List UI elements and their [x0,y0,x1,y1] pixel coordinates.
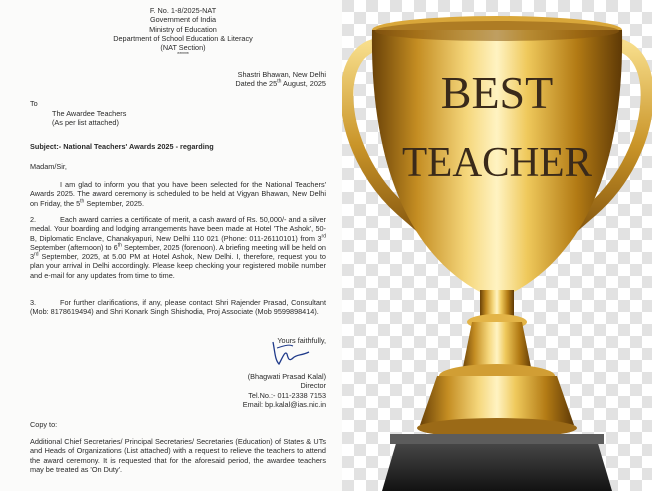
paragraph-2-number: 2. [30,215,37,224]
subject-line: Subject:- National Teachers' Awards 2025 - regarding [30,142,214,151]
section-name: (NAT Section) [160,43,206,53]
trophy-base [382,440,612,491]
addressee [52,109,252,128]
department-name: Department of School Education & Literacy [113,33,253,43]
header-stars: ****** [177,52,189,59]
signatory-phone: Tel.No.:- 011-2338 7153 [248,390,326,400]
best-teacher-trophy-image [342,0,652,491]
signature-icon [263,334,313,370]
copy-to-text: Additional Chief Secretaries/ Principal Secretaries/ Secretaries (Education) of States & UTs and Heads of Organizations (List attached) with a request to relieve the teachers to attend the award ceremony. It is requested that for the aforesaid period, the awardee teachers may be treated as 'On Duty'. [30,437,326,474]
paragraph-1: I am glad to inform you that you have been selected for the National Teachers' Awards 2025. The award ceremony is scheduled to be held at Vigyan Bhawan, New Delhi on Friday, the 5th September, 2025. [30,180,326,208]
trophy-foot [420,376,574,425]
salutation: Madam/Sir, [30,162,67,171]
file-number: F. No. 1-8/2025-NAT [149,6,217,15]
place-date [180,70,326,89]
paragraph-3-block [30,298,326,317]
paragraph-3: For further clarifications, if any, please contact Shri Rajender Prasad, Consultant (Mob: 8178619494) and Shri Konark Singh Shishodia, Proj Associate (Mob 9599898414). [30,298,326,317]
paragraph-2: Each award carries a certificate of merit, a cash award of Rs. 50,000/- and a silver medal. Your boarding and lodging arrangements have been made at Hotel 'The Ashok', 50-B, Diplomatic Enclave, Chanakyapuri, New Delhi 110 021 (Phone: 011-26110101) from 3rd September (afternoon) to 6th September, 2025 (forenoon). A briefing meeting will be held on 3rd September, 2025, at 5.00 PM at Hotel Ashok, New Delhi. I, therefore, request you to plan your arrival in Delhi accordingly. Please keep checking your registered mobile number and e-mail for any updates from time to time. [30,215,326,280]
letter-date: Dated the 25th August, 2025 [235,78,326,89]
signatory-name: (Bhagwati Prasad Kalal) [247,372,326,381]
addressee-line-1: The Awardee Teachers [52,109,127,118]
paragraph-3-number: 3. [30,298,37,307]
letter-header [90,6,276,58]
signatory-block [170,372,326,409]
trophy-text-best: BEST [440,67,554,118]
trophy-text-teacher: TEACHER [402,140,592,186]
copy-to-label: Copy to: [30,420,58,429]
trophy-graphic [342,0,652,491]
signatory-email: Email: bp.kalal@ias.nic.in [242,399,326,409]
government-name: Government of India [149,15,217,25]
closing: Yours faithfully, [277,336,326,345]
addressee-line-2: (As per list attached) [52,118,119,128]
signatory-title: Director [300,381,326,391]
to-label: To [30,99,38,108]
paragraph-2-block [30,215,326,280]
ministry-name: Ministry of Education [149,24,217,34]
letter-place: Shastri Bhawan, New Delhi [237,70,326,79]
